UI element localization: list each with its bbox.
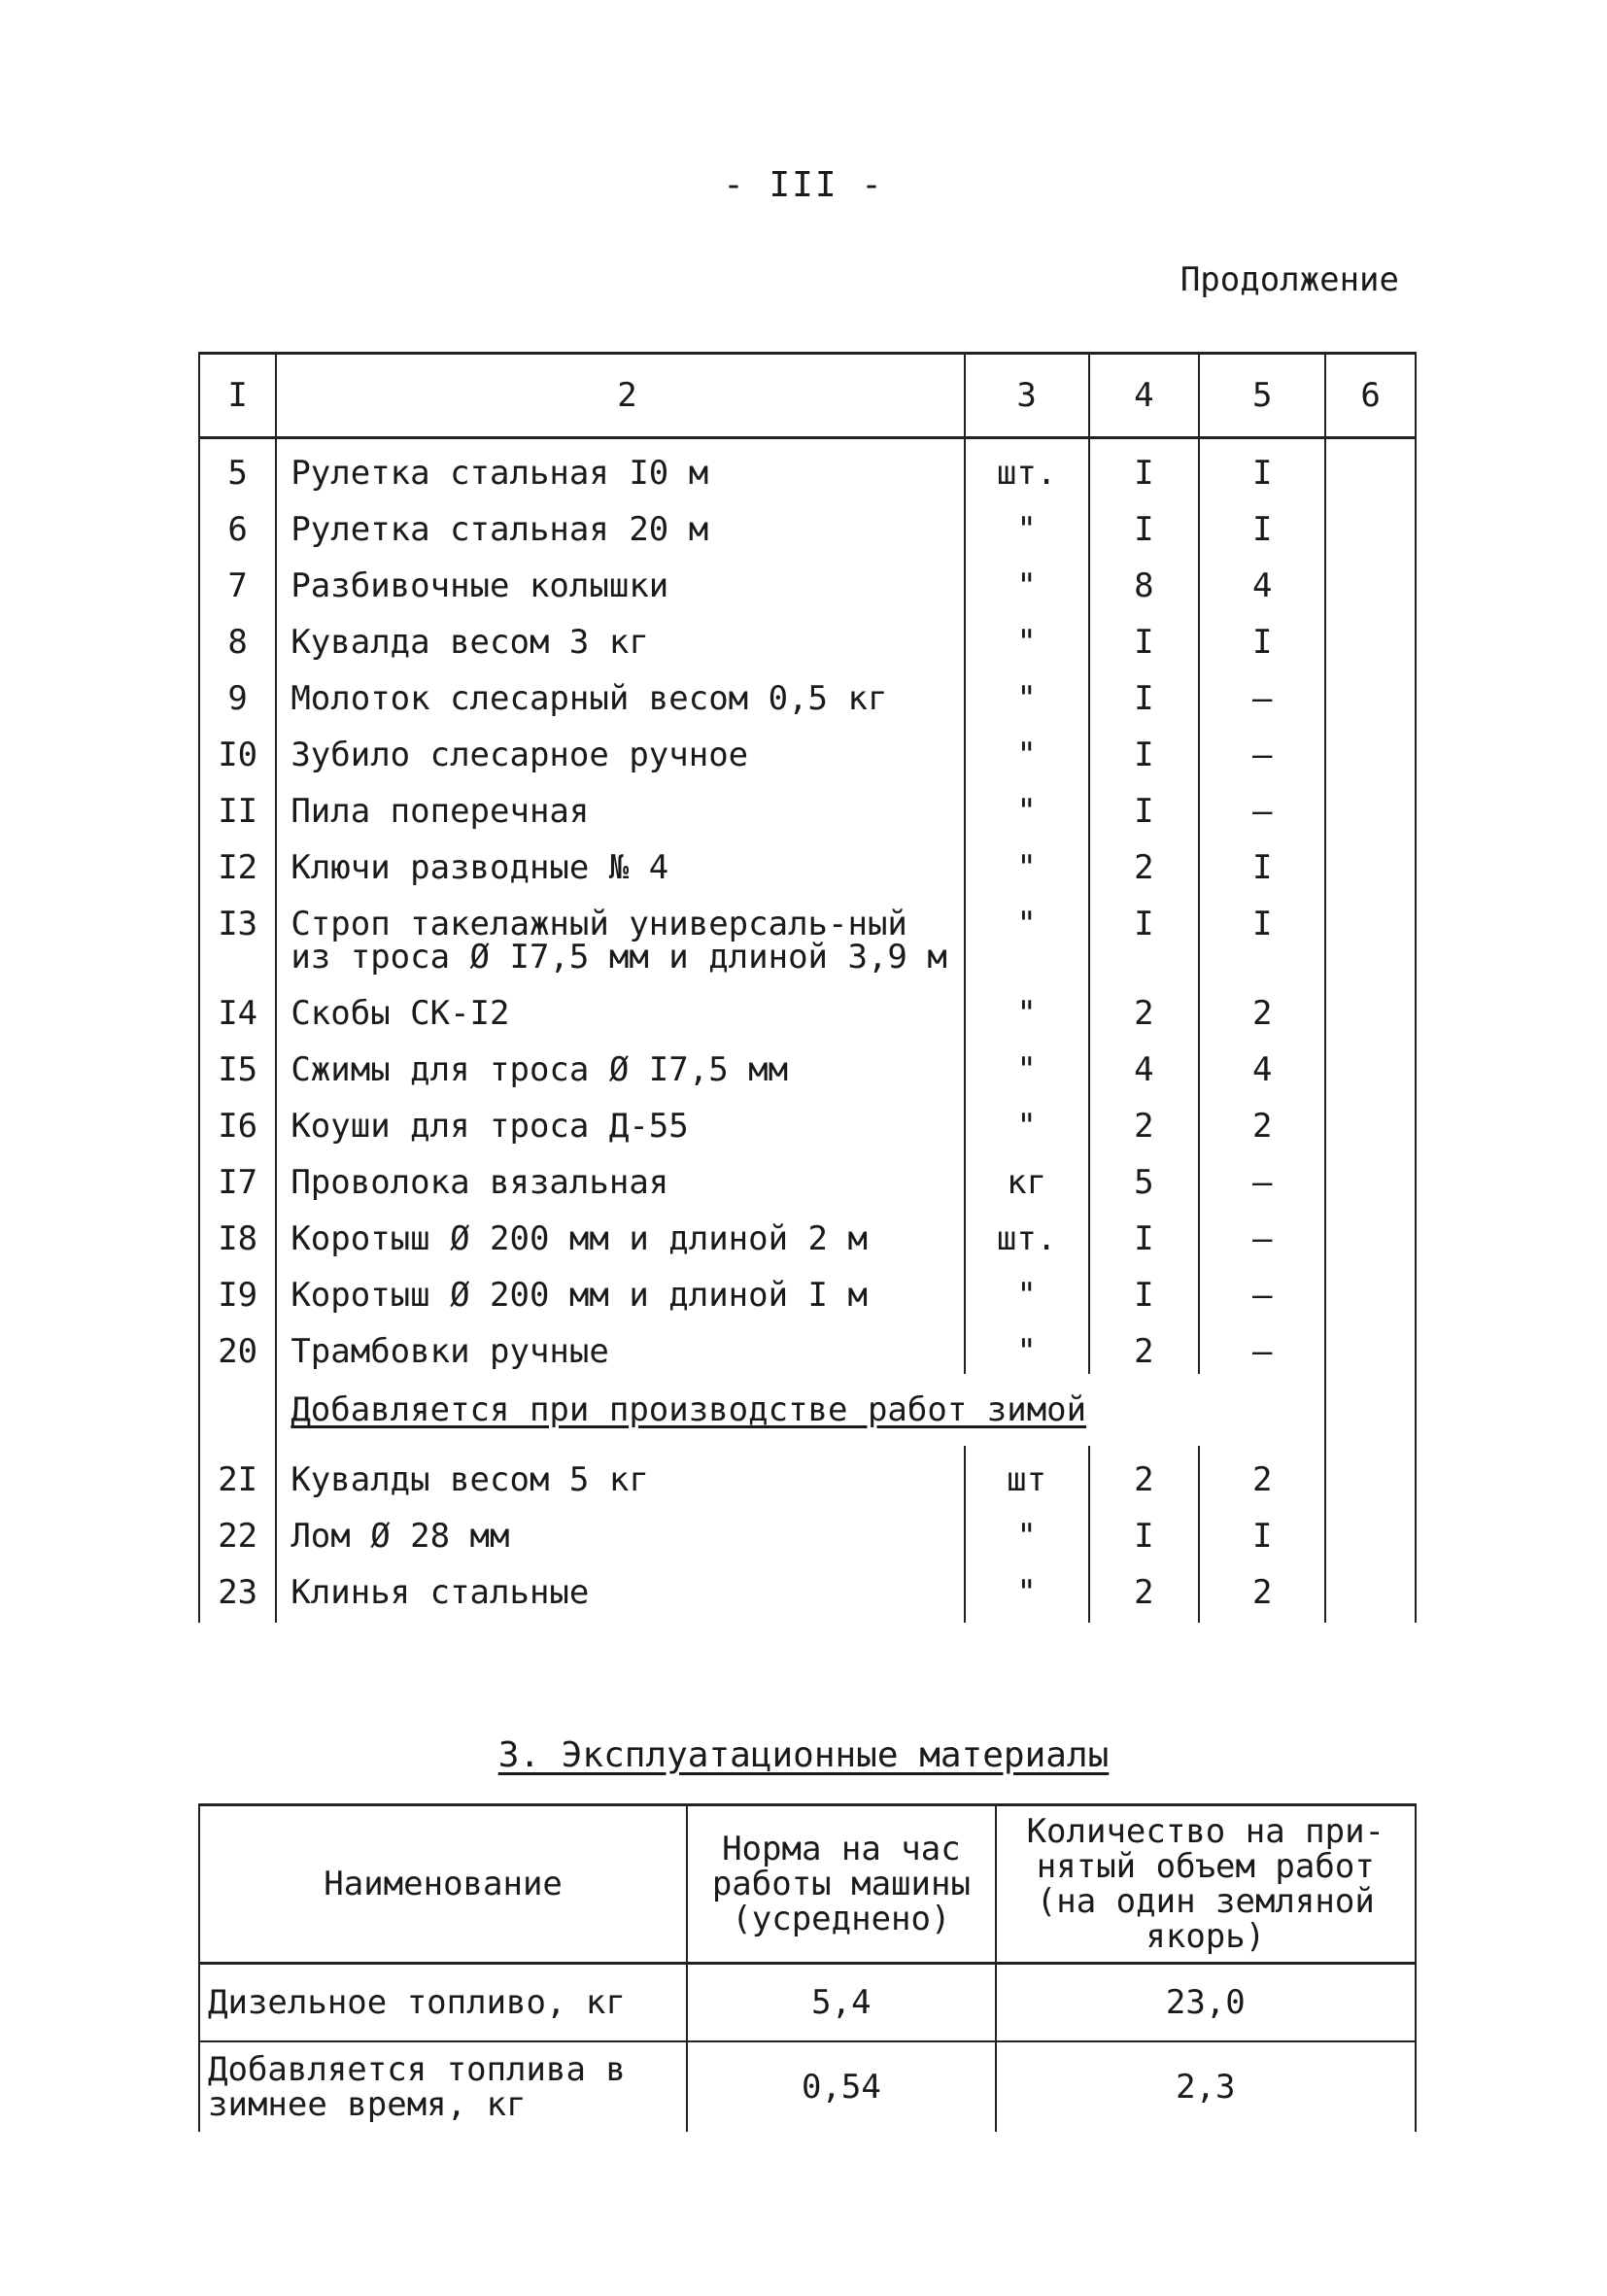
row-number: I4 <box>199 979 276 1036</box>
header-col-2: 2 <box>276 354 964 438</box>
item-name: Коротыш Ø 200 мм и длиной 2 м <box>276 1205 964 1261</box>
equipment-row <box>199 834 1416 890</box>
material-quantity: 23,0 <box>996 1964 1416 2042</box>
equipment-row <box>199 438 1416 497</box>
row-number: 2I <box>199 1446 276 1502</box>
equipment-row <box>199 496 1416 552</box>
item-unit: " <box>965 1261 1089 1318</box>
item-unit: шт. <box>965 1205 1089 1261</box>
item-col-6 <box>1325 665 1416 721</box>
item-unit: " <box>965 1559 1089 1623</box>
header-col-1: I <box>199 354 276 438</box>
row-number: I5 <box>199 1036 276 1092</box>
equipment-row <box>199 1502 1416 1559</box>
equipment-row <box>199 979 1416 1036</box>
material-quantity: 2,3 <box>996 2041 1416 2132</box>
item-name: Трамбовки ручные <box>276 1318 964 1374</box>
item-col-4: I <box>1089 496 1200 552</box>
row-number: I2 <box>199 834 276 890</box>
materials-row <box>199 2041 1416 2132</box>
item-unit: " <box>965 1502 1089 1559</box>
materials-header-name: Наименование <box>199 1805 687 1964</box>
item-name: Молоток слесарный весом 0,5 кг <box>276 665 964 721</box>
equipment-row <box>199 721 1416 777</box>
row-number: 8 <box>199 608 276 665</box>
equipment-row <box>199 1318 1416 1374</box>
item-col-6 <box>1325 1092 1416 1148</box>
header-col-6: 6 <box>1325 354 1416 438</box>
row-number: I9 <box>199 1261 276 1318</box>
item-col-6 <box>1325 890 1416 979</box>
item-col-6 <box>1325 496 1416 552</box>
item-name: Сжимы для троса Ø I7,5 мм <box>276 1036 964 1092</box>
item-col-4: 2 <box>1089 1559 1200 1623</box>
item-name: Строп такелажный универсаль-ный из троса Ø I7,5 мм и длиной 3,9 м <box>276 890 964 979</box>
item-unit: " <box>965 1092 1089 1148</box>
page-number: - III - <box>723 165 884 205</box>
equipment-row <box>199 552 1416 608</box>
material-name: Добавляется топлива в зимнее время, кг <box>199 2041 687 2132</box>
materials-row <box>199 1964 1416 2042</box>
item-col-4: I <box>1089 1261 1200 1318</box>
equipment-row <box>199 1205 1416 1261</box>
item-col-6 <box>1325 1318 1416 1374</box>
materials-header-norm: Норма на час работы машины (усреднено) <box>687 1805 995 1964</box>
item-col-6 <box>1325 608 1416 665</box>
equipment-row <box>199 1559 1416 1623</box>
item-col-5: I <box>1199 834 1325 890</box>
row-number: I7 <box>199 1148 276 1205</box>
item-col-6 <box>1325 1261 1416 1318</box>
equipment-row <box>199 1148 1416 1205</box>
item-col-4: I <box>1089 777 1200 834</box>
item-unit: " <box>965 834 1089 890</box>
item-col-5: – <box>1199 777 1325 834</box>
material-norm: 0,54 <box>687 2041 995 2132</box>
item-col-5: – <box>1199 665 1325 721</box>
item-col-4: 2 <box>1089 1318 1200 1374</box>
row-number: I8 <box>199 1205 276 1261</box>
item-name: Рулетка стальная 20 м <box>276 496 964 552</box>
item-unit: " <box>965 1036 1089 1092</box>
equipment-row <box>199 890 1416 979</box>
item-name: Клинья стальные <box>276 1559 964 1623</box>
item-unit: кг <box>965 1148 1089 1205</box>
item-name: Скобы СК-I2 <box>276 979 964 1036</box>
item-col-5: – <box>1199 1261 1325 1318</box>
row-number: 20 <box>199 1318 276 1374</box>
item-col-4: 2 <box>1089 1446 1200 1502</box>
item-col-4: 2 <box>1089 979 1200 1036</box>
item-unit: " <box>965 979 1089 1036</box>
item-col-5: 4 <box>1199 1036 1325 1092</box>
item-col-4: 2 <box>1089 1092 1200 1148</box>
equipment-row <box>199 1446 1416 1502</box>
item-col-6 <box>1325 1148 1416 1205</box>
item-unit: " <box>965 890 1089 979</box>
item-unit: " <box>965 777 1089 834</box>
row-number: 22 <box>199 1502 276 1559</box>
item-col-4: I <box>1089 1205 1200 1261</box>
equipment-row <box>199 1092 1416 1148</box>
item-name: Коротыш Ø 200 мм и длиной I м <box>276 1261 964 1318</box>
item-unit: " <box>965 552 1089 608</box>
row-number: 5 <box>199 438 276 497</box>
item-unit: " <box>965 496 1089 552</box>
item-unit: шт. <box>965 438 1089 497</box>
header-col-4: 4 <box>1089 354 1200 438</box>
item-name: Зубило слесарное ручное <box>276 721 964 777</box>
item-col-4: I <box>1089 890 1200 979</box>
item-unit: шт <box>965 1446 1089 1502</box>
header-col-3: 3 <box>965 354 1089 438</box>
item-col-6 <box>1325 834 1416 890</box>
item-unit: " <box>965 721 1089 777</box>
item-col-4: I <box>1089 721 1200 777</box>
item-col-5: 4 <box>1199 552 1325 608</box>
item-col-5: – <box>1199 1205 1325 1261</box>
item-col-5: – <box>1199 721 1325 777</box>
equipment-header-row <box>199 354 1416 438</box>
materials-table <box>198 1803 1417 2132</box>
row-number: I3 <box>199 890 276 979</box>
section-3-title: 3. Эксплуатационные материалы <box>497 1735 1110 1775</box>
item-col-6 <box>1325 1446 1416 1502</box>
item-col-4: I <box>1089 1502 1200 1559</box>
item-name: Рулетка стальная I0 м <box>276 438 964 497</box>
continuation-label: Продолжение <box>1180 260 1399 299</box>
equipment-row <box>199 608 1416 665</box>
item-col-4: 8 <box>1089 552 1200 608</box>
item-col-6 <box>1325 1205 1416 1261</box>
row-number: 9 <box>199 665 276 721</box>
item-col-4: I <box>1089 665 1200 721</box>
item-unit: " <box>965 665 1089 721</box>
item-unit: " <box>965 1318 1089 1374</box>
item-col-6 <box>1325 1036 1416 1092</box>
material-norm: 5,4 <box>687 1964 995 2042</box>
item-col-6 <box>1325 552 1416 608</box>
item-col-5: I <box>1199 890 1325 979</box>
item-name: Ключи разводные № 4 <box>276 834 964 890</box>
item-col-4: I <box>1089 608 1200 665</box>
item-col-6 <box>1325 1559 1416 1623</box>
item-col-6 <box>1325 777 1416 834</box>
item-name: Проволока вязальная <box>276 1148 964 1205</box>
row-number: 23 <box>199 1559 276 1623</box>
item-col-5: 2 <box>1199 1446 1325 1502</box>
item-name: Лом Ø 28 мм <box>276 1502 964 1559</box>
item-col-5: 2 <box>1199 1559 1325 1623</box>
item-col-4: 4 <box>1089 1036 1200 1092</box>
row-number: I6 <box>199 1092 276 1148</box>
equipment-row <box>199 1261 1416 1318</box>
item-unit: " <box>965 608 1089 665</box>
item-col-5: – <box>1199 1318 1325 1374</box>
item-name: Кувалда весом 3 кг <box>276 608 964 665</box>
item-col-5: I <box>1199 496 1325 552</box>
winter-note: Добавляется при производстве работ зимой <box>291 1390 1087 1429</box>
item-col-5: – <box>1199 1148 1325 1205</box>
material-name: Дизельное топливо, кг <box>199 1964 687 2042</box>
item-col-4: 5 <box>1089 1148 1200 1205</box>
item-col-4: I <box>1089 438 1200 497</box>
item-name: Пила поперечная <box>276 777 964 834</box>
header-col-5: 5 <box>1199 354 1325 438</box>
row-number: 6 <box>199 496 276 552</box>
equipment-row <box>199 665 1416 721</box>
equipment-row <box>199 1036 1416 1092</box>
item-name: Коуши для троса Д-55 <box>276 1092 964 1148</box>
item-col-5: I <box>1199 1502 1325 1559</box>
materials-header-row <box>199 1805 1416 1964</box>
equipment-table <box>198 352 1417 1623</box>
row-number: I0 <box>199 721 276 777</box>
item-col-6 <box>1325 438 1416 497</box>
item-col-5: 2 <box>1199 979 1325 1036</box>
item-name: Кувалды весом 5 кг <box>276 1446 964 1502</box>
item-col-5: 2 <box>1199 1092 1325 1148</box>
item-col-4: 2 <box>1089 834 1200 890</box>
item-col-6 <box>1325 1502 1416 1559</box>
row-number: II <box>199 777 276 834</box>
winter-note-row <box>199 1374 1416 1446</box>
item-col-6 <box>1325 721 1416 777</box>
item-col-5: I <box>1199 438 1325 497</box>
item-col-5: I <box>1199 608 1325 665</box>
item-col-6 <box>1325 979 1416 1036</box>
item-name: Разбивочные колышки <box>276 552 964 608</box>
equipment-table-body <box>199 438 1416 1624</box>
materials-header-quantity: Количество на при-нятый объем работ (на один земляной якорь) <box>996 1805 1416 1964</box>
equipment-row <box>199 777 1416 834</box>
row-number: 7 <box>199 552 276 608</box>
